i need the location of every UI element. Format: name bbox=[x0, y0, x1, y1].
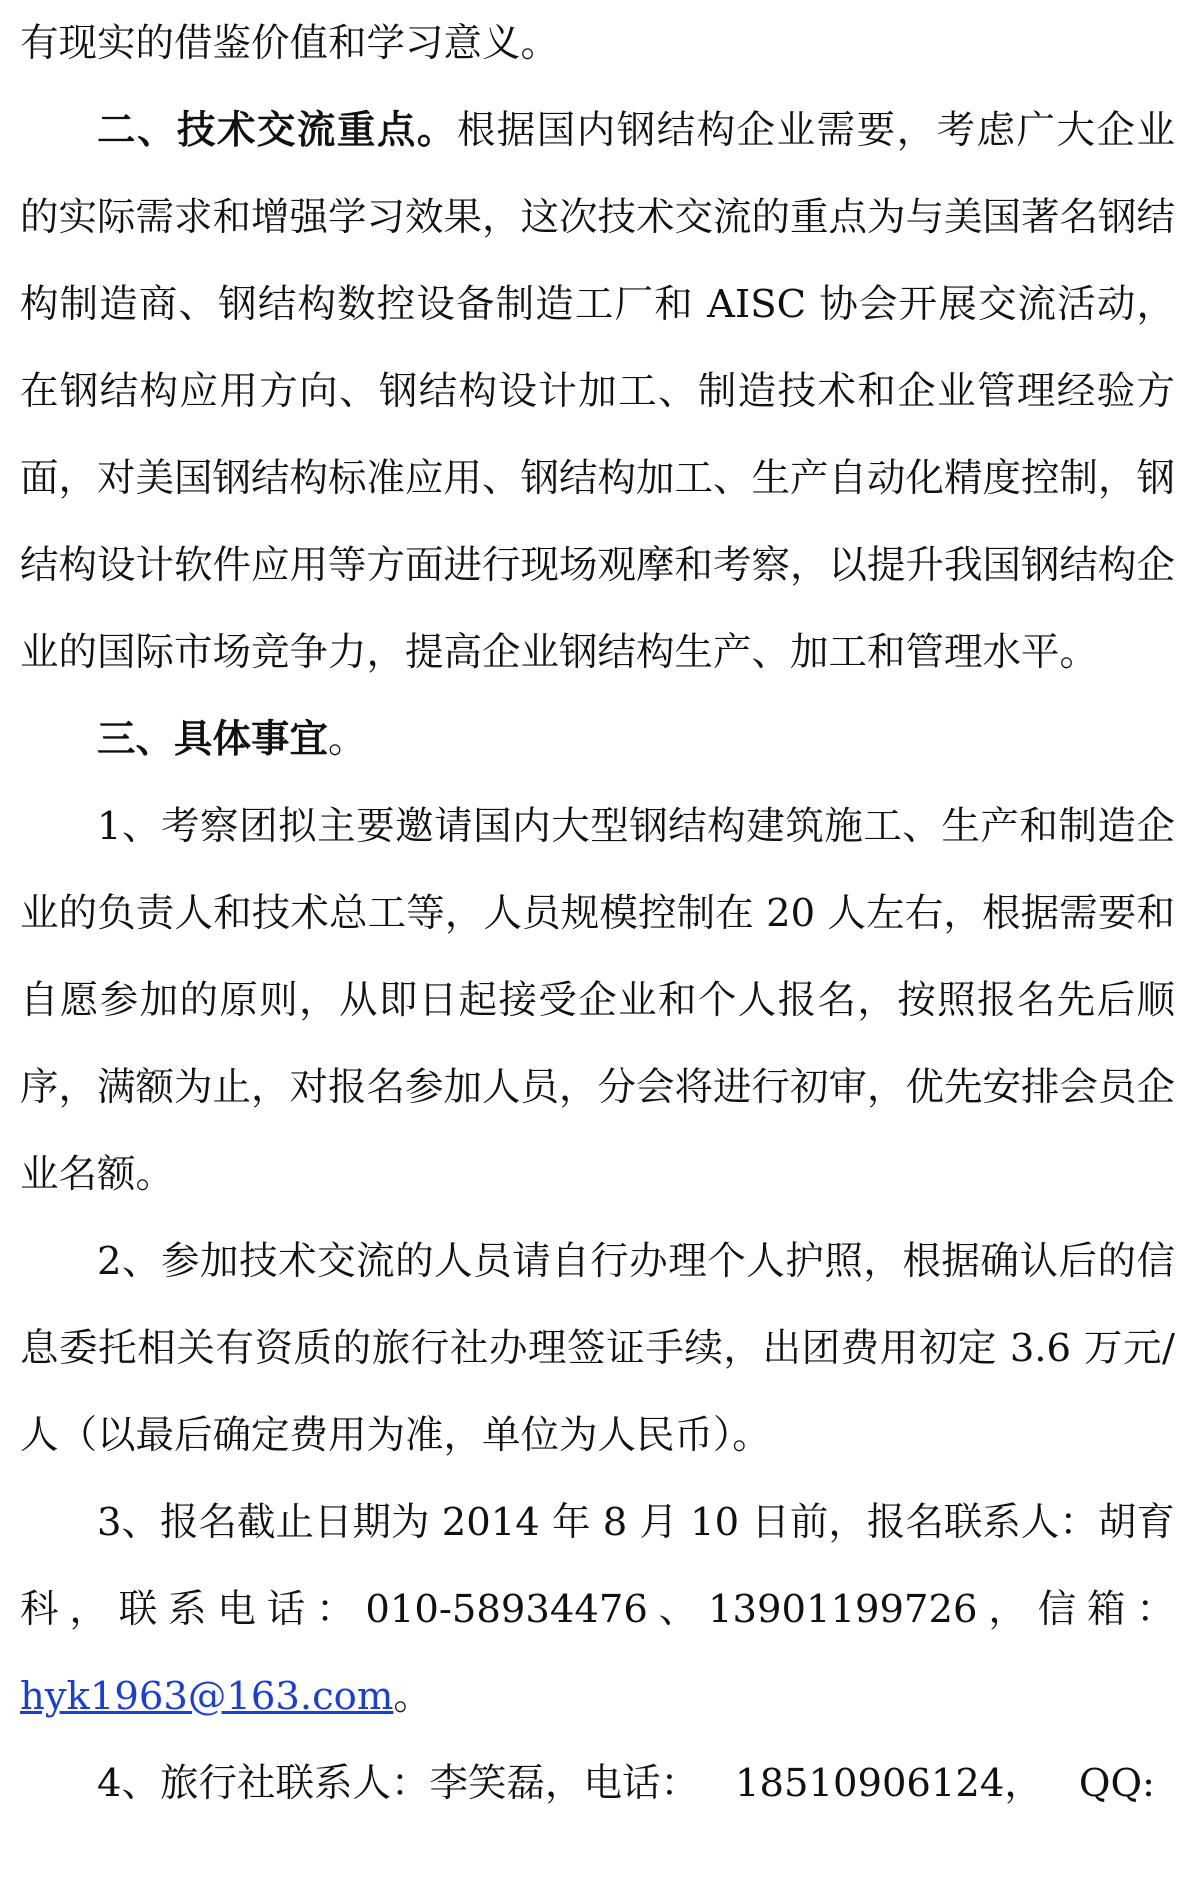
item-3-email-end: 。 bbox=[393, 1674, 432, 1719]
item-4-label: 4、旅行社联系人：李笑磊，电话： bbox=[97, 1761, 699, 1806]
section-3-heading-end: 。 bbox=[328, 717, 367, 762]
item-3-line-1: 3、报名截止日期为 2014 年 8 月 10 日前，报名联系人：胡育 bbox=[97, 1500, 1175, 1545]
section-2-paragraph bbox=[20, 87, 1175, 696]
item-1-paragraph: 1、考察团拟主要邀请国内大型钢结构建筑施工、生产和制造企业的负责人和技术总工等，人员规模控制在 20 人左右，根据需要和自愿参加的原则，从即日起接受企业和个人报名，按照报名先后顺序，满额为止，对报名参加人员，分会将进行初审，优先安排会员企业名额。 bbox=[20, 804, 1176, 1197]
item-3-paragraph bbox=[20, 1479, 1175, 1740]
section-3-paragraph bbox=[20, 696, 1175, 783]
item-3-part: ： bbox=[1136, 1587, 1175, 1632]
section-2-body: 根据国内钢结构企业需要，考虑广大企业的实际需求和增强学习效果，这次技术交流的重点为与美国著名钢结构制造商、钢结构数控设备制造工厂和 AISC 协会开展交流活动，在钢结构应用方向、钢结构设计加工、制造技术和企业管理经验方面，对美国钢结构标准应用、钢结构加工、生产自动化精度控制，钢结构设计软件应用等方面进行现场观摩和考察，以提升我国钢结构企业的国际市场竞争力，提高企业钢结构生产、加工和管理水平。 bbox=[20, 108, 1176, 675]
item-3-part: 箱 bbox=[1087, 1587, 1126, 1632]
item-3-part: 系 bbox=[168, 1587, 207, 1632]
item-3-contact-line bbox=[20, 1566, 1175, 1653]
contact-phone-2: 13901199726 bbox=[708, 1587, 978, 1632]
item-3-part: ， bbox=[69, 1587, 108, 1632]
item-3-part: 联 bbox=[118, 1587, 158, 1632]
travel-agency-phone: 18510906124， bbox=[734, 1761, 1043, 1806]
contact-phone-1: 010-58934476 bbox=[365, 1587, 648, 1632]
item-4-line bbox=[20, 1740, 1175, 1827]
item-3-part: 信 bbox=[1037, 1587, 1077, 1632]
item-3-part: ， bbox=[988, 1587, 1027, 1632]
item-3-part: 科 bbox=[20, 1587, 59, 1632]
item-2-paragraph: 2、参加技术交流的人员请自行办理个人护照，根据确认后的信息委托相关有资质的旅行社办理签证手续，出团费用初定 3.6 万元/人（以最后确定费用为准，单位为人民币）。 bbox=[20, 1239, 1175, 1458]
document-page bbox=[20, 0, 1175, 1827]
item-3-part: ： bbox=[316, 1587, 355, 1632]
item-3-part: 电 bbox=[217, 1587, 256, 1632]
section-3-heading: 三、具体事宜 bbox=[97, 717, 329, 762]
item-3-part: 、 bbox=[658, 1587, 698, 1632]
section-2-heading: 二、技术交流重点。 bbox=[97, 108, 457, 153]
item-3-part: 话 bbox=[266, 1587, 306, 1632]
paragraph-intro-tail: 有现实的借鉴价值和学习意义。 bbox=[20, 21, 560, 66]
item-4-qq-label: QQ: bbox=[1078, 1761, 1155, 1806]
item-3-email-line bbox=[20, 1653, 1175, 1740]
contact-email-link[interactable]: hyk1963@163.com bbox=[20, 1674, 394, 1719]
